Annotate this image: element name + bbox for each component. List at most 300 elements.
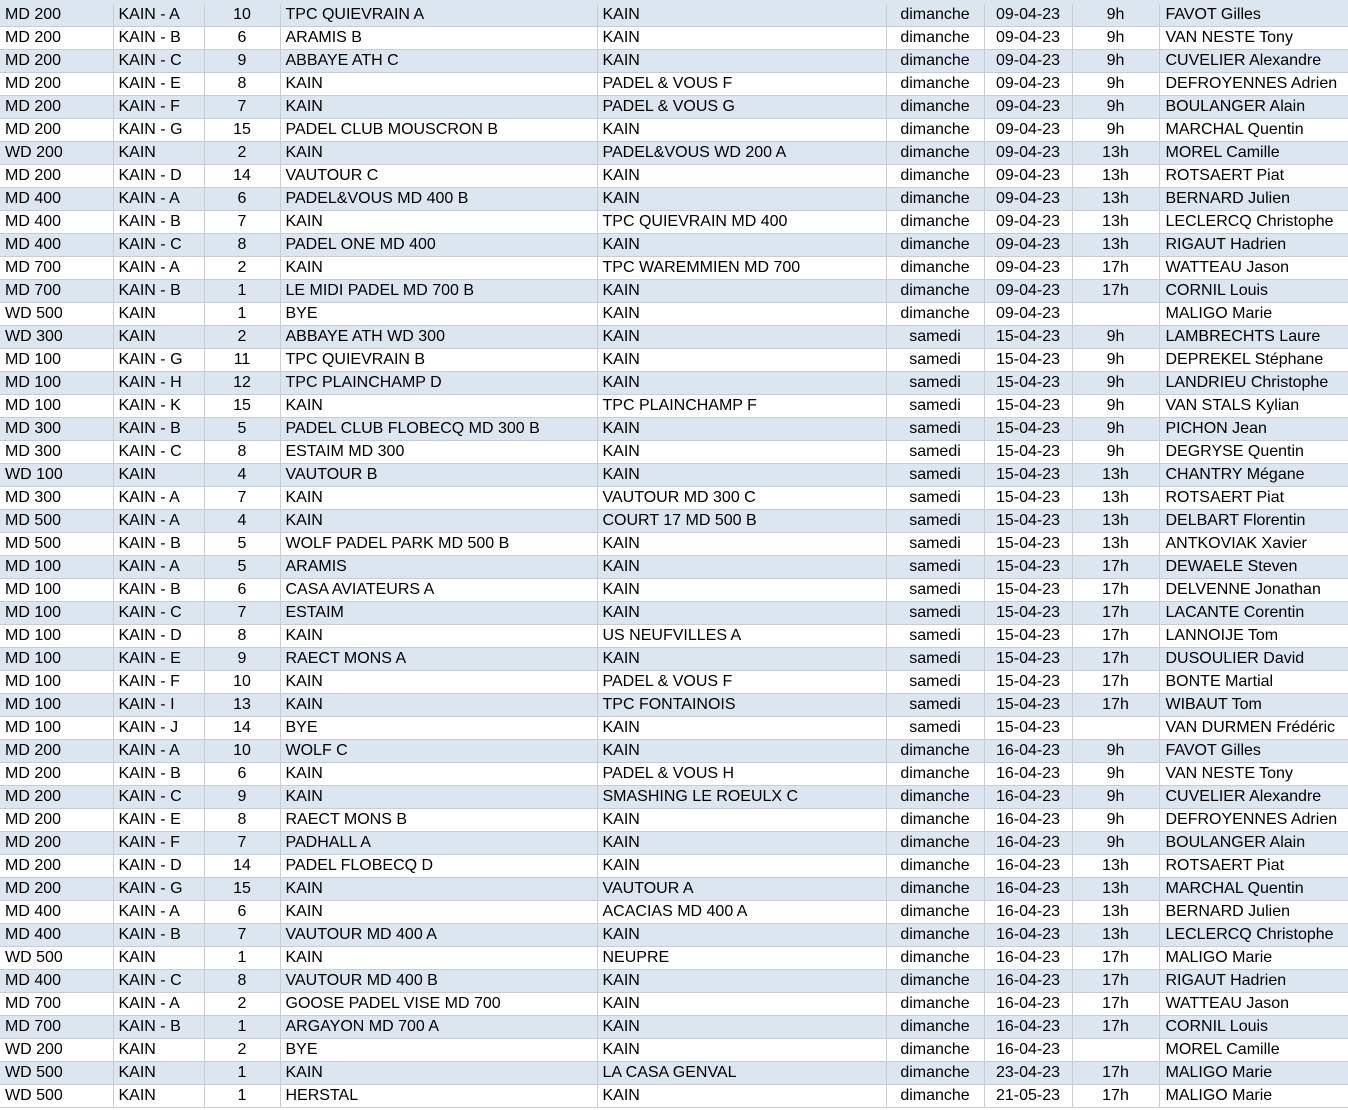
team-number-cell[interactable]: 6 <box>204 27 280 50</box>
captain-cell[interactable]: DUSOULIER David <box>1159 648 1348 671</box>
division-cell[interactable]: MD 200 <box>0 809 113 832</box>
team-number-cell[interactable]: 7 <box>204 602 280 625</box>
day-cell[interactable]: dimanche <box>886 740 984 763</box>
captain-cell[interactable]: CUVELIER Alexandre <box>1159 786 1348 809</box>
team-number-cell[interactable]: 13 <box>204 694 280 717</box>
division-cell[interactable]: MD 100 <box>0 671 113 694</box>
time-cell[interactable] <box>1072 303 1159 326</box>
time-cell[interactable]: 13h <box>1072 901 1159 924</box>
division-cell[interactable]: MD 200 <box>0 740 113 763</box>
time-cell[interactable]: 9h <box>1072 441 1159 464</box>
time-cell[interactable]: 13h <box>1072 878 1159 901</box>
home-team-cell[interactable]: KAIN <box>280 1062 597 1085</box>
captain-cell[interactable]: WATTEAU Jason <box>1159 993 1348 1016</box>
date-cell[interactable]: 09-04-23 <box>984 73 1072 96</box>
day-cell[interactable]: dimanche <box>886 1016 984 1039</box>
home-team-cell[interactable]: KAIN <box>280 694 597 717</box>
date-cell[interactable]: 16-04-23 <box>984 832 1072 855</box>
division-cell[interactable]: MD 100 <box>0 395 113 418</box>
team-cell[interactable]: KAIN <box>113 1039 204 1062</box>
day-cell[interactable]: dimanche <box>886 993 984 1016</box>
captain-cell[interactable]: ROTSAERT Piat <box>1159 487 1348 510</box>
date-cell[interactable]: 09-04-23 <box>984 4 1072 27</box>
day-cell[interactable]: samedi <box>886 418 984 441</box>
division-cell[interactable]: MD 400 <box>0 924 113 947</box>
date-cell[interactable]: 15-04-23 <box>984 671 1072 694</box>
home-team-cell[interactable]: KAIN <box>280 73 597 96</box>
captain-cell[interactable]: FAVOT Gilles <box>1159 740 1348 763</box>
team-number-cell[interactable]: 6 <box>204 579 280 602</box>
day-cell[interactable]: samedi <box>886 395 984 418</box>
time-cell[interactable]: 9h <box>1072 372 1159 395</box>
captain-cell[interactable]: ANTKOVIAK Xavier <box>1159 533 1348 556</box>
team-number-cell[interactable]: 7 <box>204 832 280 855</box>
captain-cell[interactable]: MALIGO Marie <box>1159 303 1348 326</box>
team-cell[interactable]: KAIN - D <box>113 625 204 648</box>
team-cell[interactable]: KAIN - F <box>113 832 204 855</box>
division-cell[interactable]: MD 200 <box>0 27 113 50</box>
date-cell[interactable]: 15-04-23 <box>984 717 1072 740</box>
date-cell[interactable]: 16-04-23 <box>984 1039 1072 1062</box>
captain-cell[interactable]: LECLERCQ Christophe <box>1159 924 1348 947</box>
home-team-cell[interactable]: WOLF C <box>280 740 597 763</box>
time-cell[interactable]: 13h <box>1072 533 1159 556</box>
date-cell[interactable]: 09-04-23 <box>984 211 1072 234</box>
time-cell[interactable]: 17h <box>1072 648 1159 671</box>
team-number-cell[interactable]: 8 <box>204 970 280 993</box>
team-number-cell[interactable]: 1 <box>204 303 280 326</box>
date-cell[interactable]: 15-04-23 <box>984 510 1072 533</box>
captain-cell[interactable]: CUVELIER Alexandre <box>1159 50 1348 73</box>
team-cell[interactable]: KAIN <box>113 303 204 326</box>
division-cell[interactable]: MD 700 <box>0 993 113 1016</box>
time-cell[interactable]: 17h <box>1072 257 1159 280</box>
team-number-cell[interactable]: 1 <box>204 1062 280 1085</box>
captain-cell[interactable]: MARCHAL Quentin <box>1159 119 1348 142</box>
home-team-cell[interactable]: TPC QUIEVRAIN B <box>280 349 597 372</box>
home-team-cell[interactable]: KAIN <box>280 487 597 510</box>
team-cell[interactable]: KAIN - B <box>113 924 204 947</box>
date-cell[interactable]: 09-04-23 <box>984 96 1072 119</box>
away-team-cell[interactable]: KAIN <box>597 993 886 1016</box>
team-cell[interactable]: KAIN - G <box>113 349 204 372</box>
home-team-cell[interactable]: ESTAIM <box>280 602 597 625</box>
date-cell[interactable]: 16-04-23 <box>984 740 1072 763</box>
date-cell[interactable]: 15-04-23 <box>984 464 1072 487</box>
team-number-cell[interactable]: 2 <box>204 1039 280 1062</box>
captain-cell[interactable]: VAN DURMEN Frédéric <box>1159 717 1348 740</box>
home-team-cell[interactable]: ABBAYE ATH WD 300 <box>280 326 597 349</box>
home-team-cell[interactable]: KAIN <box>280 786 597 809</box>
captain-cell[interactable]: CHANTRY Mégane <box>1159 464 1348 487</box>
away-team-cell[interactable]: KAIN <box>597 579 886 602</box>
time-cell[interactable]: 17h <box>1072 694 1159 717</box>
away-team-cell[interactable]: KAIN <box>597 50 886 73</box>
division-cell[interactable]: MD 200 <box>0 878 113 901</box>
home-team-cell[interactable]: PADEL CLUB FLOBECQ MD 300 B <box>280 418 597 441</box>
away-team-cell[interactable]: KAIN <box>597 970 886 993</box>
away-team-cell[interactable]: TPC WAREMMIEN MD 700 <box>597 257 886 280</box>
home-team-cell[interactable]: ARGAYON MD 700 A <box>280 1016 597 1039</box>
captain-cell[interactable]: FAVOT Gilles <box>1159 4 1348 27</box>
division-cell[interactable]: MD 200 <box>0 832 113 855</box>
team-cell[interactable]: KAIN - A <box>113 901 204 924</box>
date-cell[interactable]: 09-04-23 <box>984 188 1072 211</box>
captain-cell[interactable]: BOULANGER Alain <box>1159 96 1348 119</box>
team-cell[interactable]: KAIN - E <box>113 809 204 832</box>
time-cell[interactable]: 13h <box>1072 188 1159 211</box>
captain-cell[interactable]: DEGRYSE Quentin <box>1159 441 1348 464</box>
team-number-cell[interactable]: 1 <box>204 1085 280 1108</box>
time-cell[interactable]: 9h <box>1072 27 1159 50</box>
time-cell[interactable]: 17h <box>1072 579 1159 602</box>
captain-cell[interactable]: DEFROYENNES Adrien <box>1159 73 1348 96</box>
date-cell[interactable]: 15-04-23 <box>984 533 1072 556</box>
team-cell[interactable]: KAIN <box>113 1085 204 1108</box>
captain-cell[interactable]: MALIGO Marie <box>1159 947 1348 970</box>
team-cell[interactable]: KAIN - C <box>113 50 204 73</box>
division-cell[interactable]: MD 400 <box>0 211 113 234</box>
home-team-cell[interactable]: VAUTOUR C <box>280 165 597 188</box>
away-team-cell[interactable]: PADEL & VOUS F <box>597 73 886 96</box>
team-cell[interactable]: KAIN - K <box>113 395 204 418</box>
date-cell[interactable]: 16-04-23 <box>984 947 1072 970</box>
team-number-cell[interactable]: 11 <box>204 349 280 372</box>
captain-cell[interactable]: WIBAUT Tom <box>1159 694 1348 717</box>
team-cell[interactable]: KAIN - A <box>113 487 204 510</box>
home-team-cell[interactable]: KAIN <box>280 96 597 119</box>
day-cell[interactable]: dimanche <box>886 809 984 832</box>
team-number-cell[interactable]: 5 <box>204 556 280 579</box>
day-cell[interactable]: dimanche <box>886 27 984 50</box>
away-team-cell[interactable]: KAIN <box>597 809 886 832</box>
away-team-cell[interactable]: LA CASA GENVAL <box>597 1062 886 1085</box>
division-cell[interactable]: MD 300 <box>0 487 113 510</box>
home-team-cell[interactable]: KAIN <box>280 395 597 418</box>
day-cell[interactable]: dimanche <box>886 786 984 809</box>
away-team-cell[interactable]: KAIN <box>597 464 886 487</box>
division-cell[interactable]: MD 200 <box>0 855 113 878</box>
team-number-cell[interactable]: 4 <box>204 464 280 487</box>
division-cell[interactable]: MD 100 <box>0 648 113 671</box>
team-number-cell[interactable]: 8 <box>204 441 280 464</box>
day-cell[interactable]: samedi <box>886 349 984 372</box>
day-cell[interactable]: dimanche <box>886 257 984 280</box>
away-team-cell[interactable]: NEUPRE <box>597 947 886 970</box>
home-team-cell[interactable]: PADEL FLOBECQ D <box>280 855 597 878</box>
away-team-cell[interactable]: PADEL & VOUS H <box>597 763 886 786</box>
division-cell[interactable]: MD 400 <box>0 234 113 257</box>
home-team-cell[interactable]: ARAMIS B <box>280 27 597 50</box>
date-cell[interactable]: 15-04-23 <box>984 349 1072 372</box>
captain-cell[interactable]: MOREL Camille <box>1159 142 1348 165</box>
time-cell[interactable]: 13h <box>1072 510 1159 533</box>
captain-cell[interactable]: DEPREKEL Stéphane <box>1159 349 1348 372</box>
team-number-cell[interactable]: 15 <box>204 395 280 418</box>
away-team-cell[interactable]: KAIN <box>597 4 886 27</box>
division-cell[interactable]: MD 400 <box>0 901 113 924</box>
home-team-cell[interactable]: VAUTOUR MD 400 B <box>280 970 597 993</box>
team-cell[interactable]: KAIN - A <box>113 740 204 763</box>
date-cell[interactable]: 23-04-23 <box>984 1062 1072 1085</box>
captain-cell[interactable]: BONTE Martial <box>1159 671 1348 694</box>
time-cell[interactable]: 9h <box>1072 96 1159 119</box>
team-number-cell[interactable]: 6 <box>204 188 280 211</box>
away-team-cell[interactable]: PADEL & VOUS G <box>597 96 886 119</box>
day-cell[interactable]: samedi <box>886 671 984 694</box>
team-number-cell[interactable]: 9 <box>204 648 280 671</box>
home-team-cell[interactable]: KAIN <box>280 257 597 280</box>
day-cell[interactable]: dimanche <box>886 763 984 786</box>
division-cell[interactable]: MD 500 <box>0 533 113 556</box>
team-number-cell[interactable]: 7 <box>204 211 280 234</box>
division-cell[interactable]: MD 200 <box>0 786 113 809</box>
home-team-cell[interactable]: KAIN <box>280 947 597 970</box>
team-cell[interactable]: KAIN - A <box>113 4 204 27</box>
captain-cell[interactable]: DELVENNE Jonathan <box>1159 579 1348 602</box>
captain-cell[interactable]: RIGAUT Hadrien <box>1159 970 1348 993</box>
away-team-cell[interactable]: KAIN <box>597 556 886 579</box>
away-team-cell[interactable]: KAIN <box>597 1016 886 1039</box>
team-cell[interactable]: KAIN - C <box>113 602 204 625</box>
away-team-cell[interactable]: KAIN <box>597 303 886 326</box>
division-cell[interactable]: WD 500 <box>0 1062 113 1085</box>
home-team-cell[interactable]: KAIN <box>280 625 597 648</box>
day-cell[interactable]: dimanche <box>886 1062 984 1085</box>
captain-cell[interactable]: BOULANGER Alain <box>1159 832 1348 855</box>
captain-cell[interactable]: ROTSAERT Piat <box>1159 165 1348 188</box>
home-team-cell[interactable]: PADEL CLUB MOUSCRON B <box>280 119 597 142</box>
time-cell[interactable]: 17h <box>1072 280 1159 303</box>
team-cell[interactable]: KAIN - A <box>113 510 204 533</box>
team-number-cell[interactable]: 14 <box>204 165 280 188</box>
division-cell[interactable]: MD 200 <box>0 96 113 119</box>
away-team-cell[interactable]: ACACIAS MD 400 A <box>597 901 886 924</box>
captain-cell[interactable]: MOREL Camille <box>1159 1039 1348 1062</box>
team-number-cell[interactable]: 4 <box>204 510 280 533</box>
team-cell[interactable]: KAIN - D <box>113 165 204 188</box>
time-cell[interactable]: 9h <box>1072 50 1159 73</box>
captain-cell[interactable]: VAN STALS Kylian <box>1159 395 1348 418</box>
division-cell[interactable]: MD 300 <box>0 418 113 441</box>
team-cell[interactable]: KAIN - G <box>113 119 204 142</box>
date-cell[interactable]: 16-04-23 <box>984 809 1072 832</box>
division-cell[interactable]: MD 100 <box>0 694 113 717</box>
team-cell[interactable]: KAIN - A <box>113 993 204 1016</box>
team-number-cell[interactable]: 9 <box>204 786 280 809</box>
away-team-cell[interactable]: KAIN <box>597 441 886 464</box>
team-cell[interactable]: KAIN - B <box>113 579 204 602</box>
team-cell[interactable]: KAIN - F <box>113 671 204 694</box>
team-cell[interactable]: KAIN - C <box>113 786 204 809</box>
date-cell[interactable]: 09-04-23 <box>984 142 1072 165</box>
date-cell[interactable]: 09-04-23 <box>984 257 1072 280</box>
time-cell[interactable]: 9h <box>1072 73 1159 96</box>
away-team-cell[interactable]: KAIN <box>597 188 886 211</box>
division-cell[interactable]: WD 200 <box>0 1039 113 1062</box>
home-team-cell[interactable]: KAIN <box>280 510 597 533</box>
away-team-cell[interactable]: KAIN <box>597 648 886 671</box>
team-cell[interactable]: KAIN - A <box>113 257 204 280</box>
time-cell[interactable]: 17h <box>1072 1062 1159 1085</box>
team-cell[interactable]: KAIN - C <box>113 234 204 257</box>
team-cell[interactable]: KAIN - E <box>113 73 204 96</box>
away-team-cell[interactable]: KAIN <box>597 326 886 349</box>
away-team-cell[interactable]: KAIN <box>597 717 886 740</box>
captain-cell[interactable]: RIGAUT Hadrien <box>1159 234 1348 257</box>
captain-cell[interactable]: WATTEAU Jason <box>1159 257 1348 280</box>
day-cell[interactable]: dimanche <box>886 1085 984 1108</box>
team-number-cell[interactable]: 8 <box>204 73 280 96</box>
day-cell[interactable]: dimanche <box>886 96 984 119</box>
date-cell[interactable]: 16-04-23 <box>984 993 1072 1016</box>
home-team-cell[interactable]: RAECT MONS A <box>280 648 597 671</box>
home-team-cell[interactable]: ABBAYE ATH C <box>280 50 597 73</box>
date-cell[interactable]: 09-04-23 <box>984 280 1072 303</box>
day-cell[interactable]: samedi <box>886 556 984 579</box>
time-cell[interactable]: 9h <box>1072 326 1159 349</box>
time-cell[interactable]: 17h <box>1072 602 1159 625</box>
away-team-cell[interactable]: TPC PLAINCHAMP F <box>597 395 886 418</box>
division-cell[interactable]: MD 200 <box>0 165 113 188</box>
team-number-cell[interactable]: 8 <box>204 809 280 832</box>
division-cell[interactable]: MD 100 <box>0 579 113 602</box>
day-cell[interactable]: samedi <box>886 602 984 625</box>
division-cell[interactable]: MD 400 <box>0 970 113 993</box>
team-cell[interactable]: KAIN - B <box>113 280 204 303</box>
team-number-cell[interactable]: 15 <box>204 119 280 142</box>
division-cell[interactable]: MD 200 <box>0 73 113 96</box>
day-cell[interactable]: samedi <box>886 464 984 487</box>
date-cell[interactable]: 16-04-23 <box>984 878 1072 901</box>
captain-cell[interactable]: LECLERCQ Christophe <box>1159 211 1348 234</box>
division-cell[interactable]: MD 200 <box>0 4 113 27</box>
captain-cell[interactable]: MALIGO Marie <box>1159 1062 1348 1085</box>
team-cell[interactable]: KAIN <box>113 947 204 970</box>
team-number-cell[interactable]: 7 <box>204 924 280 947</box>
division-cell[interactable]: MD 400 <box>0 188 113 211</box>
home-team-cell[interactable]: VAUTOUR B <box>280 464 597 487</box>
team-number-cell[interactable]: 9 <box>204 50 280 73</box>
time-cell[interactable]: 9h <box>1072 809 1159 832</box>
team-number-cell[interactable]: 1 <box>204 1016 280 1039</box>
home-team-cell[interactable]: PADEL&VOUS MD 400 B <box>280 188 597 211</box>
day-cell[interactable]: dimanche <box>886 211 984 234</box>
date-cell[interactable]: 16-04-23 <box>984 970 1072 993</box>
home-team-cell[interactable]: GOOSE PADEL VISE MD 700 <box>280 993 597 1016</box>
team-cell[interactable]: KAIN - B <box>113 533 204 556</box>
time-cell[interactable]: 17h <box>1072 671 1159 694</box>
time-cell[interactable]: 13h <box>1072 487 1159 510</box>
time-cell[interactable]: 9h <box>1072 418 1159 441</box>
time-cell[interactable] <box>1072 1039 1159 1062</box>
day-cell[interactable]: dimanche <box>886 832 984 855</box>
time-cell[interactable]: 17h <box>1072 1085 1159 1108</box>
team-number-cell[interactable]: 6 <box>204 763 280 786</box>
home-team-cell[interactable]: TPC QUIEVRAIN A <box>280 4 597 27</box>
time-cell[interactable]: 13h <box>1072 165 1159 188</box>
home-team-cell[interactable]: HERSTAL <box>280 1085 597 1108</box>
away-team-cell[interactable]: KAIN <box>597 165 886 188</box>
day-cell[interactable]: dimanche <box>886 234 984 257</box>
home-team-cell[interactable]: ARAMIS <box>280 556 597 579</box>
date-cell[interactable]: 16-04-23 <box>984 1016 1072 1039</box>
captain-cell[interactable]: ROTSAERT Piat <box>1159 855 1348 878</box>
team-cell[interactable]: KAIN - B <box>113 211 204 234</box>
away-team-cell[interactable]: KAIN <box>597 1039 886 1062</box>
division-cell[interactable]: MD 100 <box>0 349 113 372</box>
home-team-cell[interactable]: BYE <box>280 303 597 326</box>
team-cell[interactable]: KAIN - D <box>113 855 204 878</box>
away-team-cell[interactable]: KAIN <box>597 924 886 947</box>
division-cell[interactable]: MD 100 <box>0 625 113 648</box>
date-cell[interactable]: 15-04-23 <box>984 441 1072 464</box>
date-cell[interactable]: 15-04-23 <box>984 372 1072 395</box>
team-number-cell[interactable]: 12 <box>204 372 280 395</box>
time-cell[interactable]: 13h <box>1072 464 1159 487</box>
team-number-cell[interactable]: 8 <box>204 625 280 648</box>
time-cell[interactable]: 9h <box>1072 763 1159 786</box>
team-cell[interactable]: KAIN - A <box>113 556 204 579</box>
time-cell[interactable]: 9h <box>1072 119 1159 142</box>
team-cell[interactable]: KAIN - J <box>113 717 204 740</box>
captain-cell[interactable]: CORNIL Louis <box>1159 280 1348 303</box>
time-cell[interactable]: 13h <box>1072 924 1159 947</box>
division-cell[interactable]: MD 200 <box>0 119 113 142</box>
day-cell[interactable]: dimanche <box>886 855 984 878</box>
team-cell[interactable]: KAIN - C <box>113 970 204 993</box>
team-cell[interactable]: KAIN <box>113 326 204 349</box>
away-team-cell[interactable]: KAIN <box>597 1085 886 1108</box>
team-cell[interactable]: KAIN - C <box>113 441 204 464</box>
day-cell[interactable]: samedi <box>886 533 984 556</box>
away-team-cell[interactable]: KAIN <box>597 533 886 556</box>
day-cell[interactable]: dimanche <box>886 924 984 947</box>
date-cell[interactable]: 09-04-23 <box>984 303 1072 326</box>
division-cell[interactable]: MD 700 <box>0 257 113 280</box>
team-cell[interactable]: KAIN - I <box>113 694 204 717</box>
home-team-cell[interactable]: LE MIDI PADEL MD 700 B <box>280 280 597 303</box>
captain-cell[interactable]: DELBART Florentin <box>1159 510 1348 533</box>
date-cell[interactable]: 16-04-23 <box>984 901 1072 924</box>
captain-cell[interactable]: VAN NESTE Tony <box>1159 763 1348 786</box>
away-team-cell[interactable]: KAIN <box>597 832 886 855</box>
time-cell[interactable]: 17h <box>1072 993 1159 1016</box>
division-cell[interactable]: WD 500 <box>0 947 113 970</box>
time-cell[interactable]: 17h <box>1072 970 1159 993</box>
date-cell[interactable]: 16-04-23 <box>984 924 1072 947</box>
date-cell[interactable]: 16-04-23 <box>984 855 1072 878</box>
team-number-cell[interactable]: 5 <box>204 533 280 556</box>
time-cell[interactable]: 13h <box>1072 142 1159 165</box>
away-team-cell[interactable]: PADEL & VOUS F <box>597 671 886 694</box>
team-cell[interactable]: KAIN <box>113 1062 204 1085</box>
captain-cell[interactable]: BERNARD Julien <box>1159 901 1348 924</box>
home-team-cell[interactable]: KAIN <box>280 211 597 234</box>
date-cell[interactable]: 15-04-23 <box>984 694 1072 717</box>
day-cell[interactable]: samedi <box>886 625 984 648</box>
home-team-cell[interactable]: KAIN <box>280 878 597 901</box>
date-cell[interactable]: 21-05-23 <box>984 1085 1072 1108</box>
team-cell[interactable]: KAIN - E <box>113 648 204 671</box>
division-cell[interactable]: MD 700 <box>0 1016 113 1039</box>
team-cell[interactable]: KAIN <box>113 142 204 165</box>
away-team-cell[interactable]: PADEL&VOUS WD 200 A <box>597 142 886 165</box>
time-cell[interactable]: 13h <box>1072 855 1159 878</box>
captain-cell[interactable]: CORNIL Louis <box>1159 1016 1348 1039</box>
home-team-cell[interactable]: KAIN <box>280 671 597 694</box>
home-team-cell[interactable]: CASA AVIATEURS A <box>280 579 597 602</box>
